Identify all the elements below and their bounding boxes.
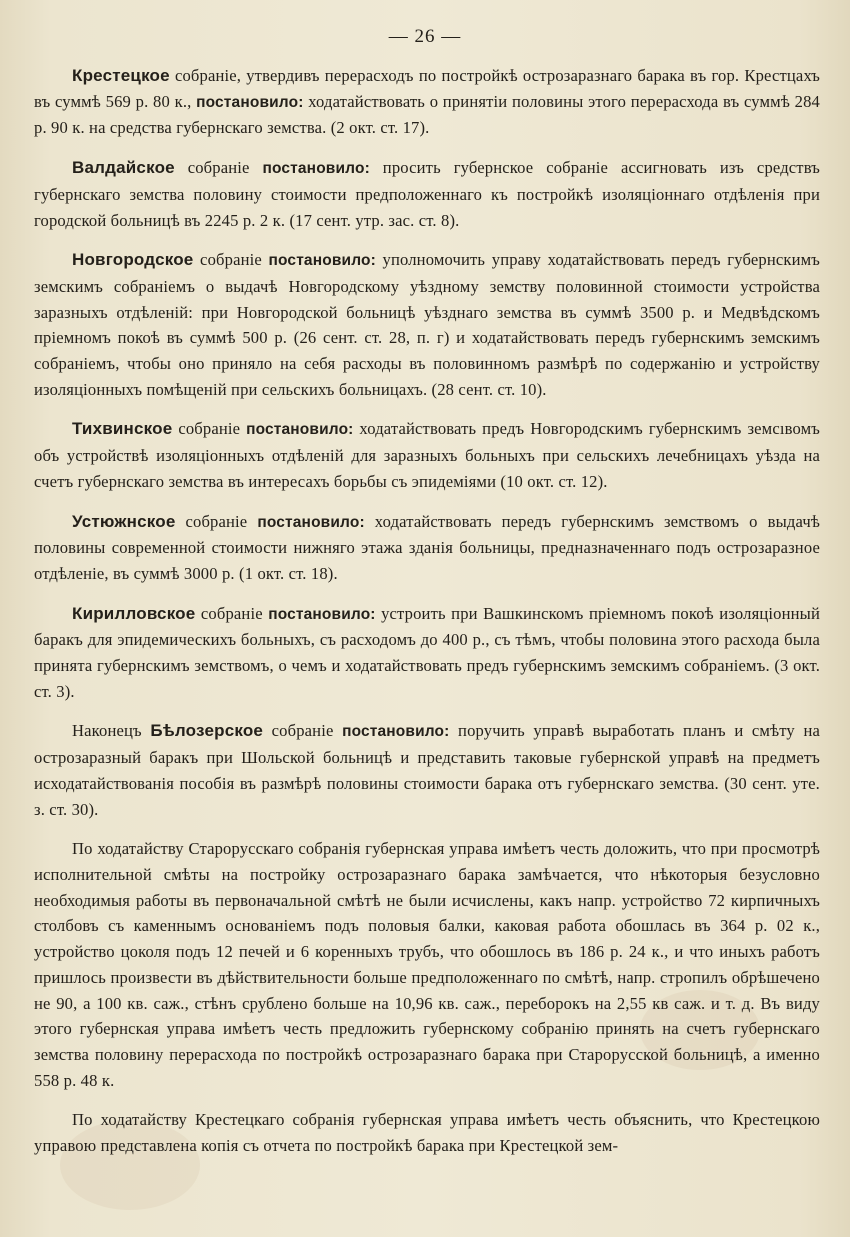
paragraph [34,509,820,587]
paragraph-text: устроить при Вашкинскомъ пріемномъ покоѣ изоляціонный баракъ для эпидемическихъ больныхъ, съ расходомъ до 400 р., съ тѣмъ, чтобы половина этого расхода была принята губернскимъ земствомъ, о чемъ и ходатайствовать предъ губернскимъ земскимъ собраніемъ. (3 окт. ст. 3). [34,603,820,701]
resolution-keyword: постановило: [342,723,450,741]
paragraph-text: собраніе, утвердивъ перерасходъ по постройкѣ острозаразнаго барака въ гор. Крестцахъ въ суммѣ 569 р. 80 к., [34,66,820,111]
resolution-keyword: постановило: [268,605,376,623]
paragraph-text: уполномочить управу ходатайствовать передъ губернскимъ земскимъ собраніемъ о выдачѣ Новгородскому уѣздному земству половинной стоимости устройства заразныхъ отдѣленій: при Новгородской больницѣ уѣзднаго земства въ суммѣ 3500 р. и Медвѣдскомъ пріемномъ покоѣ въ суммѣ 500 р. (26 сент. ст. 28, п. г) и ходатайствовать передъ губернскимъ земскимъ собраніемъ, чтобы оно приняло на себя расходы въ половинномъ размѣрѣ по содержанію и устройству изоляціонныхъ помѣщеній при сельскихъ больницахъ. (28 сент. ст. 10). [34,250,820,399]
resolution-keyword: постановило: [262,160,370,178]
paragraph [34,1107,820,1158]
paragraph [34,63,820,141]
paragraph-text: ходатайствовать о принятіи половины этого перерасхода въ суммѣ 284 р. 90 к. на средства губернскаго земства. (2 окт. ст. 17). [34,91,820,138]
paragraph [34,247,820,402]
resolution-keyword: постановило: [196,93,304,111]
zemstvo-name: Тихвинское [72,419,173,439]
paragraph [34,836,820,1093]
paragraph-text: ходатайствовать передъ губернскимъ земствомъ о выдачѣ половины современной стоимости нижняго этажа зданія больницы, предназначеннаго подъ острозаразное отдѣленіе, въ суммѣ 3000 р. (1 окт. ст. 18). [34,511,820,583]
paragraph-text: Наконецъ [72,721,151,741]
document-body [34,63,820,1173]
paragraph-text: собраніе [195,603,269,623]
zemstvo-name: Устюжнское [72,511,176,531]
zemstvo-name: Валдайское [72,158,175,178]
paragraph-text: собраніе [175,511,258,531]
paragraph-text: просить губернское собраніе ассигновать изъ средствъ губернскаго земства половину стоимости предположеннаго къ постройкѣ изоляціоннаго отдѣленія при городской больницѣ въ 2245 р. 2 к. (17 сент. утр. зас. ст. 8). [34,158,821,230]
page-number: — 26 — [388,26,462,47]
paragraph [34,601,820,705]
paragraph-text: собраніе [172,419,247,439]
paragraph [34,718,820,822]
zemstvo-name: Новгородское [72,250,194,270]
paragraph [34,155,820,233]
paragraph-text: собраніе [193,250,269,270]
resolution-keyword: постановило: [268,252,376,270]
paragraph-text: ходатайствовать предъ Новгородскимъ губернскимъ земсıвомъ объ устройствѣ изоляціонныхъ отдѣленій для заразныхъ больныхъ при сельскихъ лечебницахъ уѣзда на счетъ губернскаго земства въ интересахъ борьбы съ эпидеміями (10 окт. ст. 12). [34,419,820,491]
zemstvo-name: Бѣлозерское [150,721,264,741]
paragraph-text: собраніе [263,721,343,741]
paragraph-text: собраніе [174,158,263,178]
paragraph-text: По ходатайству Крестецкаго собранія губернская управа имѣетъ честь объяснить, что Крестецкою управою представлена копія съ отчета по постройкѣ барака при Крестецкой зем- [34,1110,820,1156]
resolution-keyword: постановило: [257,513,365,531]
paragraph-text: поручить управѣ выработать планъ и смѣту на острозаразный баракъ при Шольской больницѣ и представить таковые губернской управѣ на предметъ исходатайствованія пособія въ размѣрѣ половины стоимости барака отъ губернскаго земства. (30 сент. уте. з. ст. 30). [34,721,820,819]
zemstvo-name: Крестецкое [72,66,170,85]
paragraph [34,416,820,494]
resolution-keyword: постановило: [246,421,354,439]
paragraph-text: По ходатайству Старорусскаго собранія губернская управа имѣетъ честь доложить, что при просмотрѣ исполнительной смѣты на постройку острозаразнаго барака замѣчается, что нѣкоторыя безусловно необходимыя работы въ первоначальной смѣтѣ не были исчислены, какъ напр. устройство 72 кирпичныхъ столбовъ съ каменнымъ основаніемъ подъ половыя балки, каковая работа обошлась въ 364 р. 02 к., устройство цоколя подъ 12 печей и 6 коренныхъ трубъ, что обошлось въ 186 р. 24 к., и что иныхъ работъ пришлось произвести въ дѣйствительности больше предположеннаго по смѣтѣ, напр. стропилъ обрѣшечено не 90, а 100 кв. саж., стѣнъ срублено больше на 10,96 кв. саж., переборокъ на 2,55 кв саж. и т. д. Въ виду этого губернская управа имѣетъ честь предложить губернскому собранію принять на счетъ губернскаго земства половину перерасхода по постройкѣ острозаразнаго барака при Старорусской больницѣ, а именно 558 р. 48 к. [34,839,820,1090]
zemstvo-name: Кирилловское [72,603,196,623]
